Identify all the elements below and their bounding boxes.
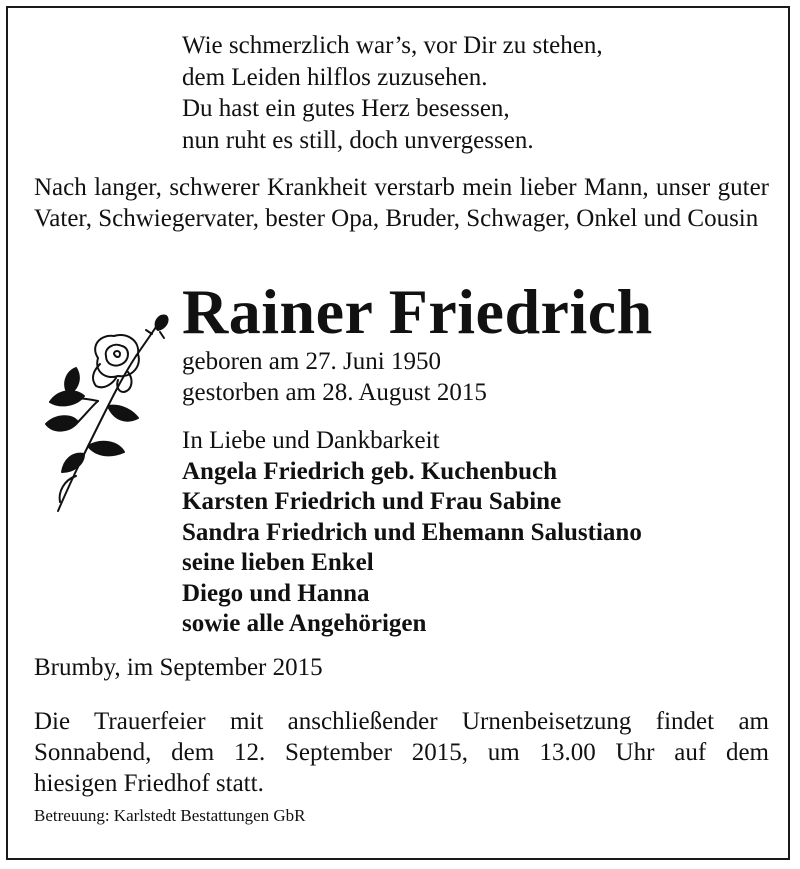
poem-line: nun ruht es still, doch unvergessen.	[182, 126, 534, 154]
intro-text: Nach langer, schwerer Krankheit verstarb mein lieber Mann, unser guter Vater, Schwiegervater, bester Opa, Bruder, Schwager, Onkel und Cousin	[34, 174, 769, 232]
deceased-name: Rainer Friedrich	[182, 276, 653, 347]
birth-date: geboren am 27. Juni 1950	[182, 348, 441, 375]
service-line: hiesigen Friedhof statt.	[34, 770, 264, 797]
mourner-name: Diego und Hanna	[182, 579, 370, 607]
service-line: Sonnabend, dem 12. September 2015, um 13.00 Uhr auf dem	[34, 739, 769, 766]
poem-line: dem Leiden hilflos zuzusehen.	[182, 63, 488, 91]
poem-line: Wie schmerzlich war’s, vor Dir zu stehen,	[182, 32, 603, 59]
death-date: gestorben am 28. August 2015	[182, 379, 487, 406]
service-line: Die Trauerfeier mit anschließender Urnenbeisetzung findet am	[34, 708, 769, 735]
mourner-name: Karsten Friedrich und Frau Sabine	[182, 488, 562, 515]
mourner-name: Angela Friedrich geb. Kuchenbuch	[182, 457, 558, 485]
rose-icon	[28, 306, 178, 516]
funeral-home-credit: Betreuung: Karlstedt Bestattungen GbR	[34, 806, 306, 825]
mourners	[182, 426, 642, 640]
poem	[182, 30, 603, 156]
mourners-intro: In Liebe und Dankbarkeit	[182, 427, 440, 454]
poem-line: Du hast ein gutes Herz besessen,	[182, 95, 510, 122]
life-dates	[182, 346, 487, 408]
service-info	[34, 706, 769, 799]
mourner-name: Sandra Friedrich und Ehemann Salustiano	[182, 518, 642, 546]
mourner-name: sowie alle Angehörigen	[182, 610, 427, 637]
place-date: Brumby, im September 2015	[34, 654, 323, 681]
mourner-name: seine lieben Enkel	[182, 549, 374, 576]
